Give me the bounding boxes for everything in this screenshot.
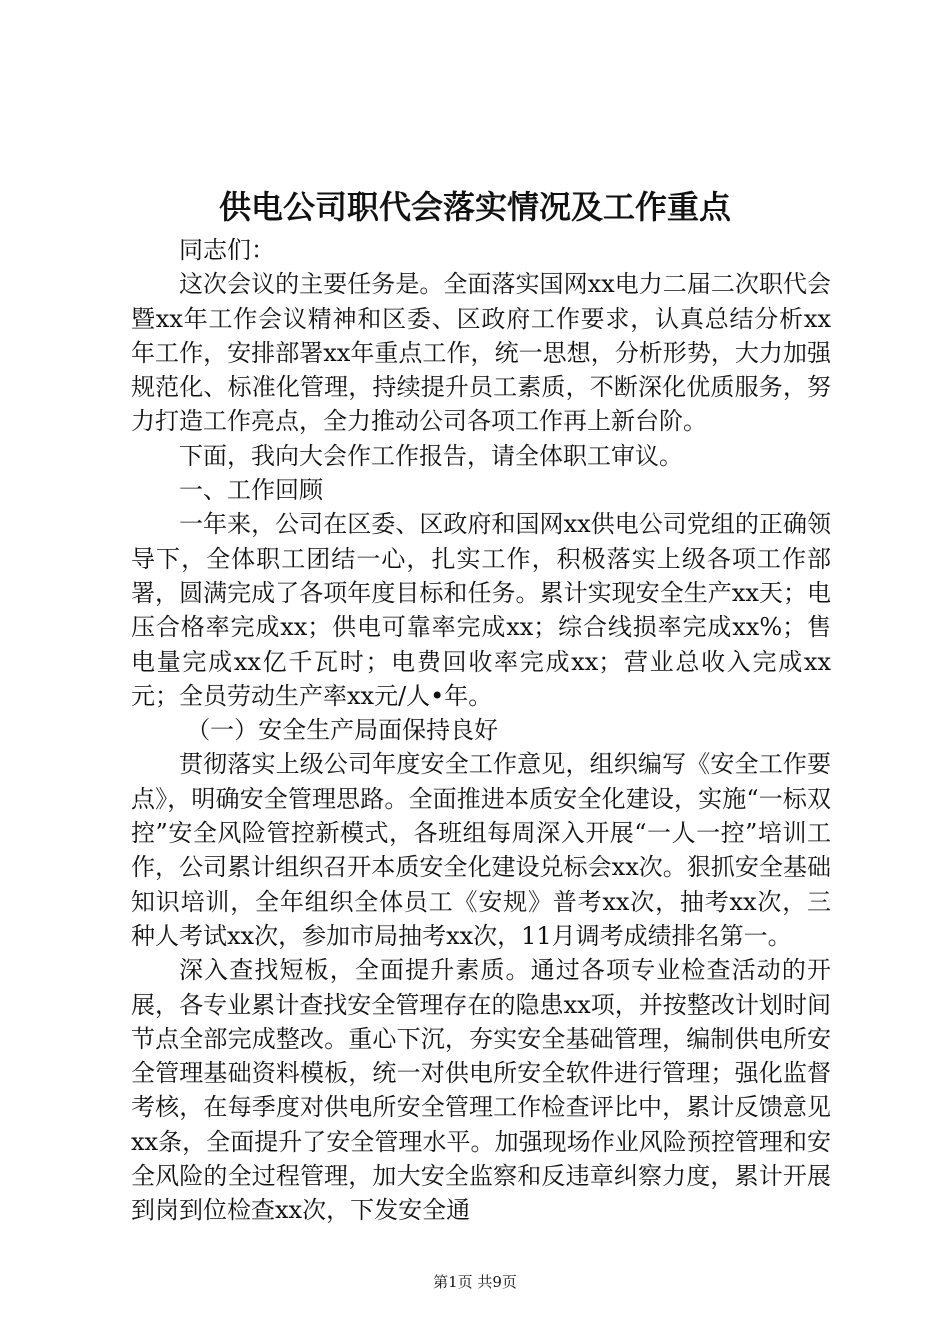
- paragraph-intro: 这次会议的主要任务是。全面落实国网xx电力二届二次职代会暨xx年工作会议精神和区委、区政府工作要求，认真总结分析xx年工作，安排部署xx年重点工作，统一思想，分析形势，大力加强规范化、标准化管理，持续提升员工素质，不断深化优质服务，努力打造工作亮点，全力推动公司各项工作再上新台阶。: [131, 270, 831, 436]
- page-footer: 第1页 共9页: [433, 1273, 517, 1291]
- subsection-heading-safety: （一）安全生产局面保持良好: [186, 716, 499, 745]
- document-title: 供电公司职代会落实情况及工作重点: [218, 188, 731, 226]
- paragraph-safety-improvement: 深入查找短板，全面提升素质。通过各项专业检查活动的开展，各专业累计查找安全管理存在的隐患xx项，并按整改计划时间节点全部完成整改。重心下沉，夯实安全基础管理，编制供电所安全管理基础资料模板，统一对供电所安全软件进行管理；强化监督考核，在每季度对供电所安全管理工作检查评比中，累计反馈意见xx条，全面提升了安全管理水平。加强现场作业风险预控管理和安全风险的全过程管理，加大安全监察和反违章纠察力度，累计开展到岗到位检查xx次，下发安全通: [131, 956, 831, 1225]
- paragraph-safety-implementation: 贯彻落实上级公司年度安全工作意见，组织编写《安全工作要点》，明确安全管理思路。全面推进本质安全化建设，实施“一标双控”安全风险管控新模式，各班组每周深入开展“一人一控”培训工作，公司累计组织召开本质安全化建设兑标会xx次。狠抓安全基础知识培训，全年组织全体员工《安规》普考xx次，抽考xx次，三种人考试xx次，参加市局抽考xx次，11月调考成绩排名第一。: [131, 750, 831, 950]
- document-body: [131, 233, 831, 1228]
- salutation: 同志们：: [179, 236, 275, 264]
- section-heading-review: 一、工作回顾: [179, 476, 323, 505]
- paragraph-year-summary: 一年来，公司在区委、区政府和国网xx供电公司党组的正确领导下，全体职工团结一心，扎实工作，积极落实上级各项工作部署，圆满完成了各项年度目标和任务。累计实现安全生产xx天；电压合格率完成xx；供电可靠率完成xx；综合线损率完成xx%；售电量完成xx亿千瓦时；电费回收率完成xx；营业总收入完成xx元；全员劳动生产率xx元/人•年。: [131, 510, 831, 710]
- paragraph-report: 下面，我向大会作工作报告，请全体职工审议。: [179, 441, 683, 470]
